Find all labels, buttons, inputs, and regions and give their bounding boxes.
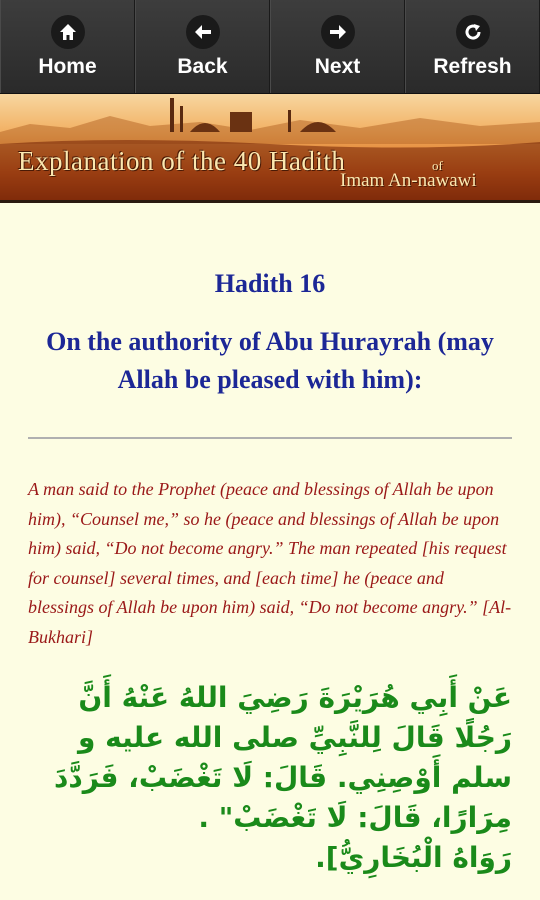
home-icon bbox=[51, 15, 85, 49]
header-banner bbox=[0, 94, 540, 203]
arabic-hadith-text: عَنْ أَبِي هُرَيْرَةَ رَضِيَ اللهُ عَنْهُ أَنَّ رَجُلًا قَالَ لِلنَّبِيِّ صلى الله عليه و سلم أَوْصِنِي. قَالَ: لَا تَغْضَبْ، فَرَدَّدَ مِرَارًا، قَالَ: لَا تَغْضَبْ" . bbox=[54, 681, 512, 834]
refresh-icon bbox=[456, 15, 490, 49]
home-button[interactable] bbox=[0, 0, 135, 93]
banner-of: of bbox=[432, 158, 443, 173]
back-button-label: Back bbox=[177, 54, 228, 78]
authority-heading: On the authority of Abu Hurayrah (may Allah be pleased with him): bbox=[46, 327, 494, 394]
arabic-text bbox=[28, 678, 512, 878]
banner-title: Explanation of the 40 Hadith bbox=[18, 146, 346, 176]
refresh-button-label: Refresh bbox=[433, 54, 512, 78]
home-button-label: Home bbox=[38, 54, 97, 78]
arrow-left-icon bbox=[186, 15, 220, 49]
hadith-content bbox=[0, 269, 540, 878]
hadith-number-heading: Hadith 16 bbox=[214, 269, 326, 298]
refresh-button[interactable] bbox=[405, 0, 540, 93]
top-navbar bbox=[0, 0, 540, 94]
next-button-label: Next bbox=[314, 54, 361, 78]
english-translation: A man said to the Prophet (peace and blessings of Allah be upon him), “Counsel me,” so he (peace and blessings of Allah be upon him) said, “Do not become angry.” The man repeated [his request for counsel] several times, and [each time] he (peace and blessings of Allah be upon him) said, “Do not become angry.” [Al-Bukhari] bbox=[28, 479, 512, 647]
back-button[interactable] bbox=[135, 0, 270, 93]
arabic-narrator: رَوَاهُ الْبُخَارِيُّ]. bbox=[315, 841, 512, 874]
arrow-right-icon bbox=[321, 15, 355, 49]
next-button[interactable] bbox=[270, 0, 405, 93]
divider bbox=[28, 437, 512, 439]
banner-subtitle: Imam An-nawawi bbox=[340, 170, 477, 191]
